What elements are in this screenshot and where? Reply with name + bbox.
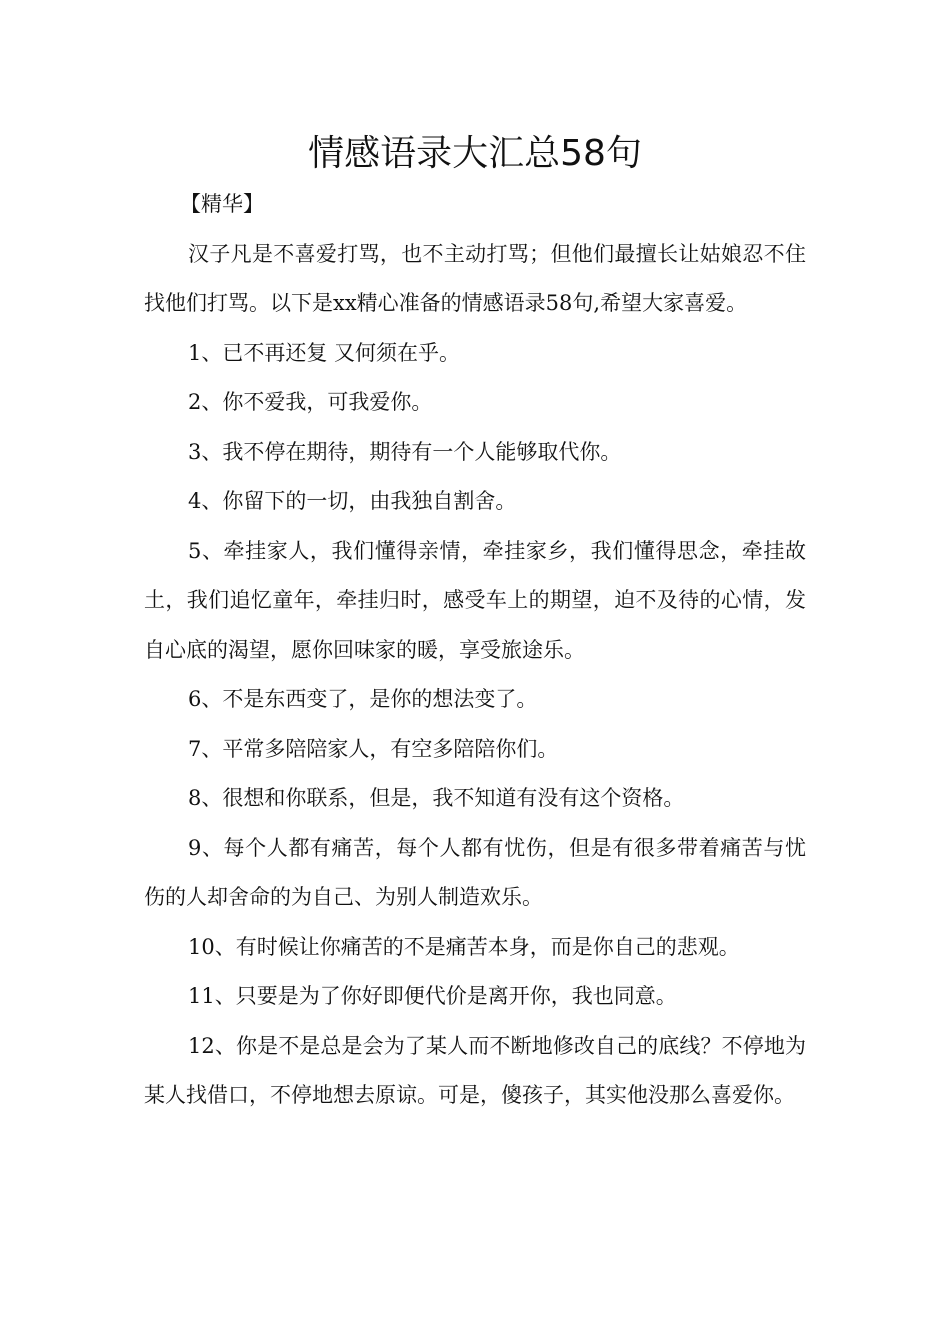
quote-item: 7、平常多陪陪家人，有空多陪陪你们。: [188, 736, 559, 761]
quote-item: 8、很想和你联系，但是，我不知道有没有这个资格。: [188, 786, 685, 810]
quote-item: 9、每个人都有痛苦，每个人都有忧伤，但是有很多带着痛苦与忧伤的人却舍命的为自己、为别人制造欢乐。: [144, 835, 806, 909]
document-title: 情感语录大汇总58句: [308, 133, 642, 174]
quote-item: 11、只要是为了你好即便代价是离开你，我也同意。: [188, 984, 677, 1008]
quote-item: 3、我不停在期待，期待有一个人能够取代你。: [188, 439, 622, 464]
quote-item: 5、牵挂家人，我们懂得亲情，牵挂家乡，我们懂得思念，牵挂故土，我们追忆童年，牵挂归时，感受车上的期望，迫不及待的心情，发自心底的渴望，愿你回味家的暖，享受旅途乐。: [144, 538, 806, 662]
intro-paragraph: 汉子凡是不喜爱打骂，也不主动打骂；但他们最擅长让姑娘忍不住找他们打骂。以下是xx精心准备的情感语录58句,希望大家喜爱。: [144, 241, 806, 315]
quote-item: 1、已不再还复 又何须在乎。: [188, 340, 461, 365]
quote-item: 12、你是不是总是会为了某人而不断地修改自己的底线？不停地为某人找借口，不停地想去原谅。可是，傻孩子，其实他没那么喜爱你。: [144, 1033, 806, 1107]
quote-item: 6、不是东西变了，是你的想法变了。: [188, 687, 538, 711]
quote-item: 4、你留下的一切，由我独自割舍。: [188, 489, 517, 513]
quote-item: 10、有时候让你痛苦的不是痛苦本身，而是你自己的悲观。: [188, 934, 740, 959]
document-tag: 【精华】: [180, 192, 264, 216]
quote-item: 2、你不爱我，可我爱你。: [188, 390, 433, 414]
document-body: [144, 180, 806, 1121]
